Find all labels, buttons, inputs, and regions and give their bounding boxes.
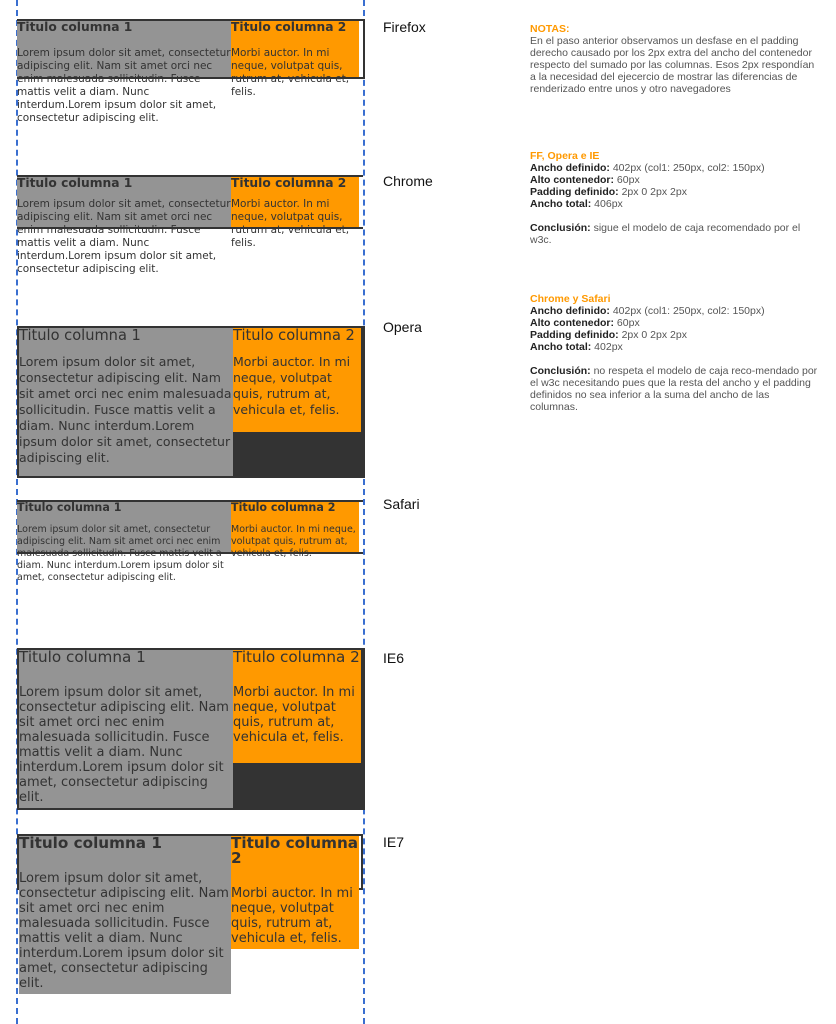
demo-safari: [17, 500, 361, 600]
container-box: [17, 326, 365, 478]
column-2-title: Titulo columna 2: [231, 20, 347, 34]
conclusion-value: sigue el modelo de caja recomendado por el w3c.: [530, 222, 801, 246]
column-1-text: Lorem ipsum dolor sit amet, consectetur adipiscing elit. Nam sit amet orci nec enim malesuada sollicitudin. Fusce mattis velit a diam. Nunc interdum.Lorem ipsum dolor sit amet, consectetur adipiscing elit.: [19, 871, 229, 991]
column-1-title: Titulo columna 1: [17, 501, 122, 514]
notes-group-ff-opera-ie: [530, 150, 820, 246]
column-1: [17, 176, 231, 275]
total-value: 406px: [594, 198, 623, 210]
column-2-text: Morbi auctor. In mi neque, volutpat quis, rutrum at, vehicula et, felis.: [231, 886, 353, 946]
column-1-text: Lorem ipsum dolor sit amet, consectetur adipiscing elit. Nam sit amet orci nec enim malesuada sollicitudin. Fusce mattis velit a diam. Nunc interdum.Lorem ipsum dolor sit amet, consectetur adipiscing elit.: [17, 198, 231, 275]
conclusion-label: Conclusión:: [530, 222, 591, 234]
total-value: 402px: [594, 341, 623, 353]
column-2-title: Titulo columna 2: [231, 501, 336, 514]
column-2: [231, 501, 359, 559]
column-1-title: Titulo columna 1: [17, 176, 133, 190]
column-1: [17, 20, 231, 124]
column-2-title: Titulo columna 2: [233, 648, 360, 666]
demo-ie6: [17, 648, 365, 810]
column-2-text: Morbi auctor. In mi neque, volutpat quis, rutrum at, vehicula et, felis.: [231, 47, 350, 98]
column-2-text: Morbi auctor. In mi neque, volutpat quis, rutrum at, vehicula et, felis.: [231, 524, 356, 559]
container-box: [17, 648, 365, 810]
column-1: [19, 650, 233, 808]
column-1: [19, 328, 233, 476]
browser-label-ie7: IE7: [383, 834, 405, 850]
column-1: [19, 836, 231, 994]
column-2-title: Titulo columna 2: [231, 176, 347, 190]
padding-value: 2px 0 2px 2px: [621, 329, 687, 341]
demo-chrome: [17, 175, 361, 295]
alto-label: Alto contenedor:: [530, 317, 614, 329]
browser-label-opera: Opera: [383, 319, 422, 335]
column-2-text: Morbi auctor. In mi neque, volutpat quis, rutrum at, vehicula et, felis.: [233, 354, 351, 417]
column-1-title: Titulo columna 1: [19, 327, 141, 344]
column-1: [17, 501, 231, 583]
alto-value: 60px: [616, 317, 640, 329]
column-2-title: Titulo columna 2: [231, 834, 359, 867]
demo-ie7: [17, 834, 361, 994]
alto-label: Alto contenedor:: [530, 174, 614, 186]
group-title: Chrome y Safari: [530, 293, 611, 305]
total-label: Ancho total:: [530, 341, 592, 353]
ancho-value: 402px (col1: 250px, col2: 150px): [612, 305, 765, 317]
browser-label-firefox: Firefox: [383, 19, 426, 35]
padding-label: Padding definido:: [530, 186, 619, 198]
total-label: Ancho total:: [530, 198, 592, 210]
column-1-text: Lorem ipsum dolor sit amet, consectetur adipiscing elit. Nam sit amet orci nec enim malesuada sollicitudin. Fusce mattis velit a diam. Nunc interdum.Lorem ipsum dolor sit amet, consectetur adipiscing elit.: [17, 524, 224, 583]
ancho-value: 402px (col1: 250px, col2: 150px): [612, 162, 765, 174]
conclusion-value: no respeta el modelo de caja reco-mendado por el w3c necesitando pues que la resta del ancho y el padding definidos no sea inferior a la suma del ancho de las columnas.: [530, 365, 818, 413]
browser-label-chrome: Chrome: [383, 173, 433, 189]
column-2: [233, 328, 361, 432]
right-guide-line: [363, 0, 365, 1024]
column-2-title: Titulo columna 2: [233, 327, 355, 344]
column-1-title: Titulo columna 1: [19, 834, 162, 852]
column-1-title: Titulo columna 1: [17, 20, 133, 34]
column-2: [231, 836, 359, 949]
notes-group-chrome-safari: [530, 293, 820, 413]
demo-opera: [17, 326, 365, 478]
column-2-text: Morbi auctor. In mi neque, volutpat quis, rutrum at, vehicula et, felis.: [233, 685, 355, 745]
column-2: [231, 20, 359, 98]
column-1-text: Lorem ipsum dolor sit amet, consectetur adipiscing elit. Nam sit amet orci nec enim malesuada sollicitudin. Fusce mattis velit a diam. Nunc interdum.Lorem ipsum dolor sit amet, consectetur adipiscing elit.: [19, 685, 229, 805]
notes-title: NOTAS:: [530, 23, 570, 35]
column-1-title: Titulo columna 1: [19, 648, 146, 666]
group-title: FF, Opera e IE: [530, 150, 600, 162]
alto-value: 60px: [616, 174, 640, 186]
padding-value: 2px 0 2px 2px: [621, 186, 687, 198]
ancho-label: Ancho definido:: [530, 162, 610, 174]
conclusion-label: Conclusión:: [530, 365, 591, 377]
notes-intro: [530, 23, 820, 95]
notes-intro-text: En el paso anterior observamos un desfase en el padding derecho causado por los 2px extra del ancho del contenedor respecto del sumado por las columnas. Esos 2px respondían a la necesidad del ejecercio de mostrar las diferencias de renderizado entre unos y otro navegadores: [530, 35, 815, 95]
column-2-text: Morbi auctor. In mi neque, volutpat quis, rutrum at, vehicula et, felis.: [231, 198, 350, 249]
column-2: [231, 176, 359, 249]
padding-label: Padding definido:: [530, 329, 619, 341]
browser-label-ie6: IE6: [383, 650, 405, 666]
browser-label-safari: Safari: [383, 496, 420, 512]
ancho-label: Ancho definido:: [530, 305, 610, 317]
column-1-text: Lorem ipsum dolor sit amet, consectetur adipiscing elit. Nam sit amet orci nec enim malesuada sollicitudin. Fusce mattis velit a diam. Nunc interdum.Lorem ipsum dolor sit amet, consectetur adipiscing elit.: [19, 354, 232, 465]
column-1-text: Lorem ipsum dolor sit amet, consectetur adipiscing elit. Nam sit amet orci nec enim malesuada sollicitudin. Fusce mattis velit a diam. Nunc interdum.Lorem ipsum dolor sit amet, consectetur adipiscing elit.: [17, 47, 231, 124]
column-2: [233, 650, 361, 763]
